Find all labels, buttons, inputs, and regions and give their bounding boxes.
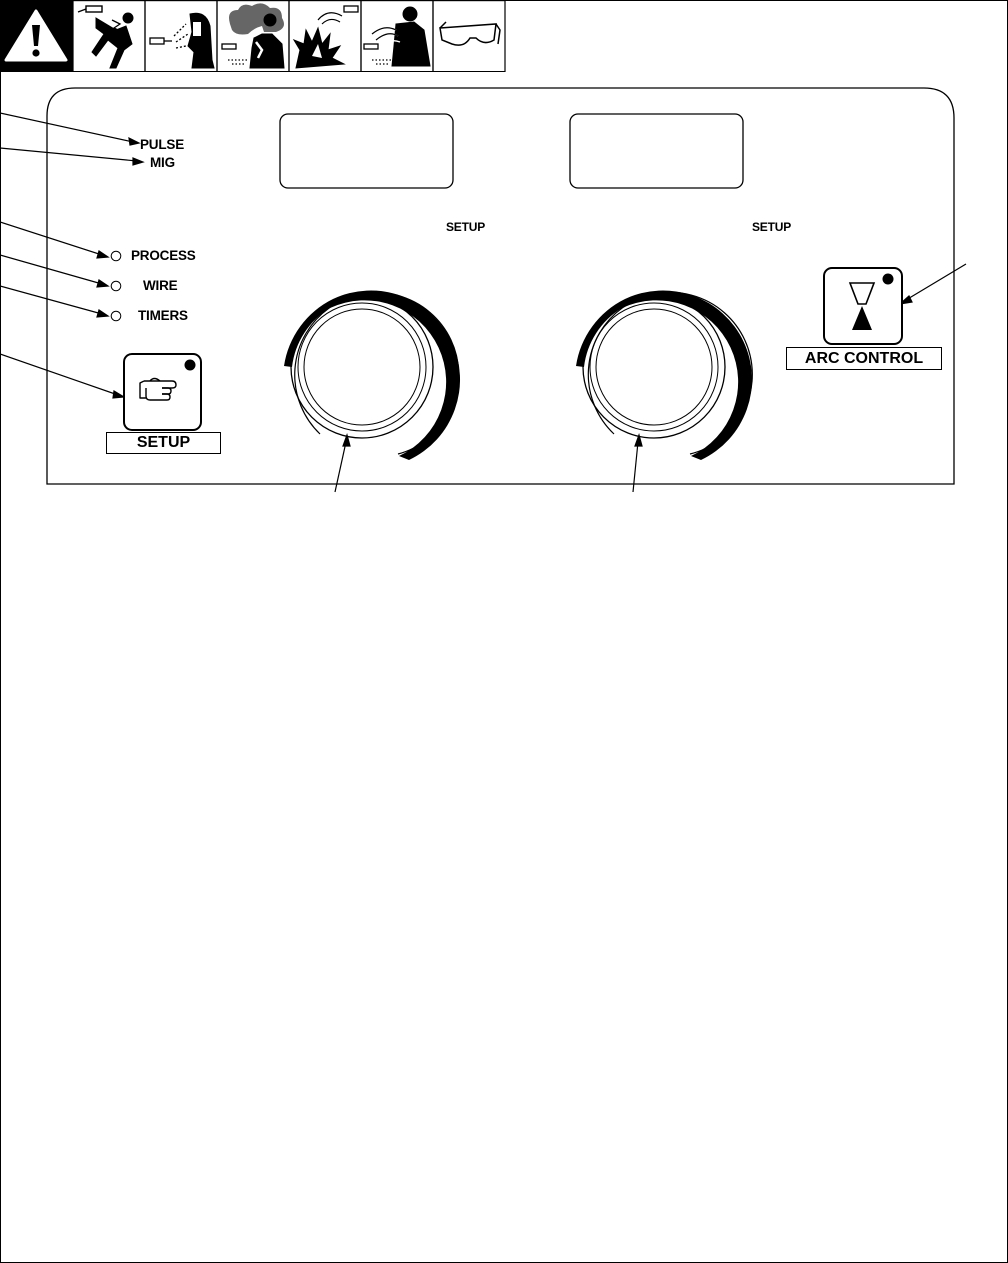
setup-left-label: SETUP	[446, 220, 486, 234]
arc-ray-icon	[150, 13, 214, 68]
setup-button-label: SETUP	[106, 432, 221, 454]
indicator-process-label: PROCESS	[131, 248, 196, 263]
hazard-warning-strip	[0, 0, 506, 72]
arc-control-button[interactable]	[824, 268, 902, 344]
safety-glasses-icon	[440, 22, 500, 45]
left-display	[280, 114, 453, 188]
control-panel-diagram	[0, 80, 1008, 510]
right-control-knob[interactable]	[576, 290, 752, 460]
indicator-timers-label: TIMERS	[138, 308, 188, 323]
fumes-gases-icon	[222, 3, 284, 68]
warning-triangle-icon	[0, 0, 73, 72]
process-led	[111, 251, 121, 261]
indicator-wire-label: WIRE	[143, 278, 178, 293]
setup-right-label: SETUP	[752, 220, 792, 234]
left-control-knob[interactable]	[284, 287, 466, 460]
setup-button[interactable]	[124, 354, 201, 430]
arc-control-label: ARC CONTROL	[786, 347, 942, 370]
wire-led	[111, 281, 121, 291]
electric-shock-icon	[78, 6, 133, 68]
hot-parts-icon	[364, 7, 430, 66]
right-display	[570, 114, 743, 188]
pulse-label: PULSE	[140, 137, 185, 152]
fire-explosion-icon	[294, 6, 358, 68]
timers-led	[111, 311, 121, 321]
mig-label: MIG	[150, 155, 175, 170]
